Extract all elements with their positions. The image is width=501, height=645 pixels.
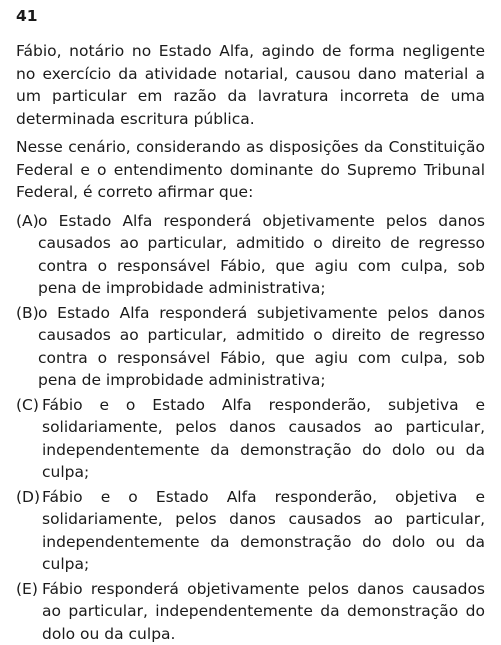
answer-options	[16, 210, 485, 645]
question-number: 41	[16, 6, 485, 26]
option-text: Fábio responderá objetivamente pelos danos causados ao particular, independentemente da demonstração do dolo ou da culpa.	[42, 578, 485, 645]
option-b[interactable]	[16, 302, 485, 392]
option-text: o Estado Alfa responderá subjetivamente pelos danos causados ao particular, admitido o direito de regresso contra o responsável Fábio, que agiu com culpa, sob pena de improbidade administrativa;	[38, 302, 485, 392]
option-letter: (E)	[16, 578, 42, 645]
option-text: o Estado Alfa responderá objetivamente pelos danos causados ao particular, admitido o direito de regresso contra o responsável Fábio, que agiu com culpa, sob pena de improbidade administrativa;	[38, 210, 485, 300]
option-a[interactable]	[16, 210, 485, 300]
option-letter: (D)	[16, 486, 42, 576]
option-letter: (C)	[16, 394, 42, 484]
option-d[interactable]	[16, 486, 485, 576]
option-letter: (B)	[16, 302, 38, 392]
option-text: Fábio e o Estado Alfa responderão, objetiva e solidariamente, pelos danos causados ao particular, independentemente da demonstração do dolo ou da culpa;	[42, 486, 485, 576]
question-stem-paragraph: Fábio, notário no Estado Alfa, agindo de forma negligente no exercício da atividade notarial, causou dano material a um particular em razão da lavratura incorreta de uma determinada escritura pública.	[16, 40, 485, 130]
option-e[interactable]	[16, 578, 485, 645]
option-c[interactable]	[16, 394, 485, 484]
question-stem-prompt: Nesse cenário, considerando as disposições da Constituição Federal e o entendimento dominante do Supremo Tribunal Federal, é correto afirmar que:	[16, 136, 485, 204]
option-text: Fábio e o Estado Alfa responderão, subjetiva e solidariamente, pelos danos causados ao particular, independentemente da demonstração do dolo ou da culpa;	[42, 394, 485, 484]
option-letter: (A)	[16, 210, 38, 300]
